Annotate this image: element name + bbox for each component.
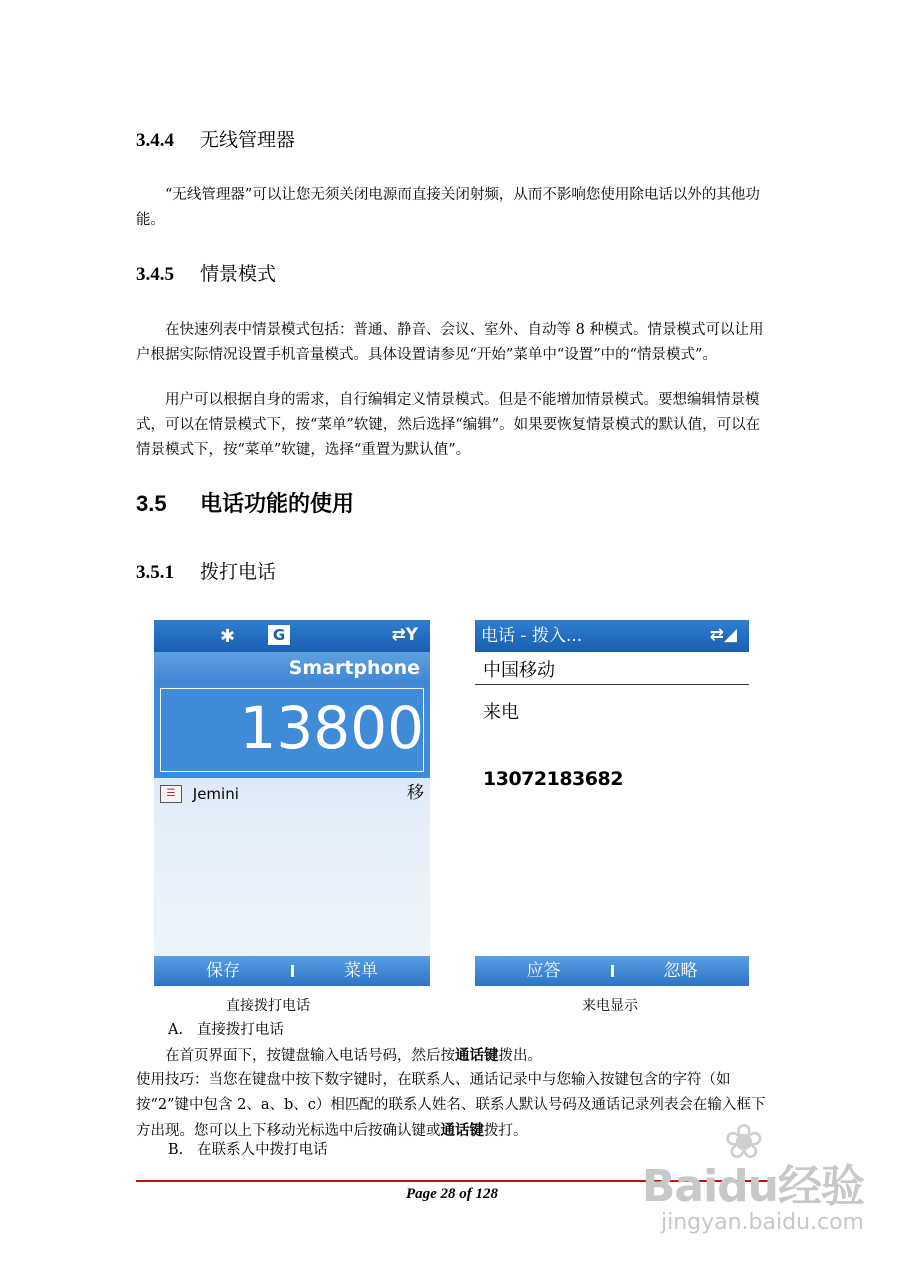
- step-a-text: [136, 1043, 772, 1069]
- step-label: B.: [168, 1142, 184, 1158]
- paragraph-wireless-manager: “无线管理器”可以让您无须关闭电源而直接关闭射频，从而不影响您使用除电话以外的其他功能。: [136, 187, 760, 228]
- watermark-brand: Baidu经验: [641, 1161, 864, 1212]
- paw-logo-icon: ❀: [723, 1114, 764, 1170]
- step-text-pre: 在首页界面下，按键盘输入电话号码，然后按: [165, 1048, 455, 1064]
- softkey-ignore[interactable]: 忽略: [663, 961, 698, 981]
- softkey-answer[interactable]: 应答: [526, 961, 561, 981]
- paragraph-profiles-list: 在快速列表中情景模式包括：普通、静音、会议、室外、自动等 8 种模式。情景模式可以让用户根据实际情况设置手机音量模式。具体设置请参见“开始”菜单中“设置”中的“情景模式”。: [136, 322, 764, 363]
- section-title: 情景模式: [200, 263, 277, 285]
- section-number: 3.4.5: [136, 264, 174, 285]
- baidu-watermark: [634, 1114, 864, 1260]
- section-heading-3-4-4: [136, 128, 295, 153]
- dialed-number: 13800: [239, 694, 424, 762]
- step-label: A.: [168, 1022, 184, 1038]
- softkey-bar: [475, 956, 749, 986]
- caption-incoming: 来电显示: [582, 998, 638, 1014]
- caption-dial: 直接拨打电话: [226, 998, 310, 1014]
- gprs-icon: G: [268, 625, 290, 645]
- watermark-url: jingyan.baidu.com: [660, 1210, 864, 1235]
- carrier-name: 中国移动: [483, 660, 555, 681]
- paragraph-profiles-edit: 用户可以根据自身的需求，自行编辑定义情景模式。但是不能增加情景模式。要想编辑情景模式，可以在情景模式下，按“菜单”软键，然后选择“编辑”。如果要恢复情景模式的默认值，可以在情景模式下，按“菜单”软键，选择“重置为默认值”。: [136, 392, 761, 458]
- step-title: 在联系人中拨打电话: [197, 1142, 328, 1158]
- call-key-text: 通话键: [455, 1047, 499, 1064]
- page-number: Page 28 of 128: [405, 1186, 499, 1202]
- status-bar: [154, 620, 430, 652]
- section-heading-3-5-1: [136, 560, 276, 585]
- usage-tip: [136, 1068, 772, 1144]
- section-title: 无线管理器: [200, 129, 296, 151]
- section-heading-3-5: [136, 490, 354, 518]
- section-title: 电话功能的使用: [200, 491, 355, 516]
- signal-icon: ⇄Y: [391, 625, 418, 645]
- caller-number: 13072183682: [483, 768, 623, 790]
- section-number: 3.5: [136, 491, 167, 516]
- contact-card-icon: ☰: [160, 785, 182, 803]
- signal-icon: ⇄◢: [709, 625, 737, 645]
- dial-input-box: [154, 684, 430, 778]
- contact-tag: 移: [407, 783, 424, 803]
- section-title: 拨打电话: [200, 561, 277, 583]
- divider: [475, 684, 749, 685]
- bluetooth-icon: ✱: [220, 626, 236, 647]
- tip-text-post: 拨打。: [484, 1123, 528, 1139]
- step-a-heading: [168, 1018, 768, 1043]
- step-title: 直接拨打电话: [196, 1022, 284, 1038]
- section-number: 3.4.4: [136, 130, 174, 151]
- screen-title: 电话 - 拨入...: [481, 626, 583, 646]
- tip-text-pre: 使用技巧：当您在键盘中按下数字键时，在联系人、通话记录中与您输入按键包含的字符（如按“2”键中包含 2、a、b、c）相匹配的联系人姓名、联系人默认号码及通话记录列表会在输入框下方出现。您可以上下移动光标选中后按确认键或: [136, 1072, 766, 1139]
- softkey-save[interactable]: 保存: [206, 961, 240, 981]
- softkey-menu[interactable]: 菜单: [344, 961, 378, 981]
- section-heading-3-4-5: [136, 262, 276, 287]
- contact-name: Jemini: [192, 784, 239, 803]
- softkey-bar: [154, 956, 430, 986]
- title-bar: [475, 620, 749, 652]
- step-text-post: 拨出。: [498, 1048, 542, 1064]
- call-key-text: 通话键: [440, 1122, 484, 1139]
- section-number: 3.5.1: [136, 562, 174, 583]
- call-status: 来电: [483, 702, 519, 723]
- contact-suggestion[interactable]: [160, 780, 424, 806]
- phone-screen-incoming: [475, 620, 749, 986]
- operator-name: Smartphone: [154, 652, 430, 684]
- phone-screen-dial: [154, 620, 430, 986]
